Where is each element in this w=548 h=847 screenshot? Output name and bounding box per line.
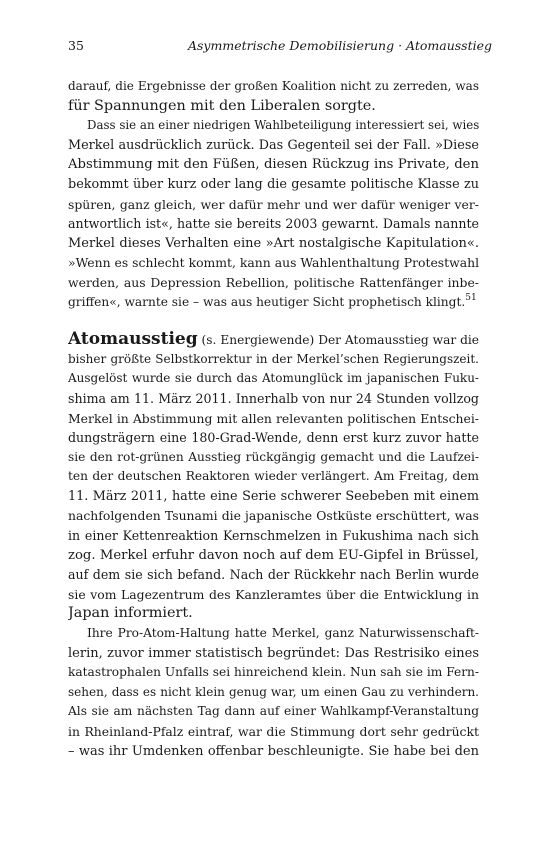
text-line: zog. Merkel erfuhr davon noch auf dem EU-Gipfel in Brüssel, (68, 547, 479, 563)
text-line: werden, aus Depression Rebellion, politische Rattenfänger inbe- (68, 274, 479, 290)
entry-atomausstieg (68, 330, 479, 624)
text-line: Japan informiert. (68, 605, 193, 622)
text-line: – was ihr Umdenken offenbar beschleunigte. Sie habe bei den (68, 743, 479, 759)
text-line: Abstimmung mit den Füßen, diesen Rückzug ins Private, den (68, 157, 479, 173)
footnote-reference[interactable]: 51 (465, 292, 477, 303)
text-line: Dass sie an einer niedrigen Wahlbeteiligung interessiert sei, wies (87, 118, 479, 133)
page-header (68, 38, 492, 58)
text-line: antwortlich ist«, hatte sie bereits 2003 gewarnt. Damals nannte (68, 216, 479, 232)
text-line: bisher größte Selbstkorrektur in der Merkel’schen Regierungszeit. (68, 351, 479, 366)
paragraph-4 (68, 624, 479, 761)
text-line: sie vom Lagezentrum des Kanzleramtes über die Entwicklung in (68, 586, 479, 602)
text-line: ten der deutschen Reaktoren wieder verlängert. Am Freitag, dem (68, 469, 479, 484)
text-line: nachfolgenden Tsunami die japanische Ostküste erschüttert, was (68, 508, 479, 524)
text-line: sehen, dass es nicht klein genug war, um einen Gau zu verhindern. (68, 684, 479, 699)
text-line (68, 330, 479, 350)
text-line-content: (s. Energiewende) Der Atomausstieg war die (197, 333, 479, 348)
paragraph-1 (68, 77, 479, 116)
text-line: 11. März 2011, hatte eine Serie schwerer Seebeben mit einem (68, 488, 479, 504)
text-line: für Spannungen mit den Liberalen sorgte. (68, 97, 376, 114)
text-line: spüren, ganz gleich, wer dafür mehr und wer dafür weniger ver- (68, 196, 479, 212)
text-line: Merkel ausdrücklich zurück. Das Gegenteil sei der Fall. »Diese (68, 137, 479, 153)
entry-lemma: Atomausstieg (68, 330, 198, 350)
page-number: 35 (68, 38, 84, 53)
paragraph-2 (68, 116, 479, 312)
text-line: shima am 11. März 2011. Innerhalb von nur 24 Stunden vollzog (68, 390, 479, 406)
text-line: lerin, zuvor immer statistisch begründet: Das Restrisiko eines (68, 645, 479, 661)
text-line (68, 293, 479, 313)
section-gap (68, 312, 479, 330)
text-line: Merkel in Abstimmung mit allen relevanten politischen Entschei- (68, 410, 479, 426)
running-head: Asymmetrische Demobilisierung · Atomausstieg (187, 38, 492, 53)
text-line: katastrophalen Unfalls sei hinreichend klein. Nun sah sie im Fern- (68, 665, 479, 680)
text-line-content: griffen«, warnte sie – was aus heutiger Sicht prophetisch klingt. (68, 294, 466, 309)
text-line: sie den rot-grünen Ausstieg rückgängig gemacht und die Laufzei- (68, 449, 479, 464)
text-line: dungsträgern eine 180-Grad-Wende, denn erst kurz zuvor hatte (68, 430, 479, 446)
body-text (68, 77, 479, 761)
text-line: Als sie am nächsten Tag dann auf einer Wahlkampf-Veranstaltung (68, 704, 479, 719)
text-line: auf dem sie sich befand. Nach der Rückkehr nach Berlin wurde (68, 567, 479, 583)
text-line: Ihre Pro-Atom-Haltung hatte Merkel, ganz Naturwissenschaft- (87, 626, 479, 641)
text-line: Ausgelöst wurde sie durch das Atomunglück im japanischen Fuku- (68, 371, 479, 386)
text-line: »Wenn es schlecht kommt, kann aus Wahlenthaltung Protestwahl (68, 255, 479, 271)
text-line: darauf, die Ergebnisse der großen Koalition nicht zu zerreden, was (68, 79, 479, 93)
text-line: bekommt über kurz oder lang die gesamte politische Klasse zu (68, 176, 479, 192)
text-line: in einer Kettenreaktion Kernschmelzen in Fukushima nach sich (68, 528, 479, 544)
text-line: in Rheinland-Pfalz eintraf, war die Stimmung dort sehr gedrückt (68, 724, 479, 739)
text-line: Merkel dieses Verhalten eine »Art nostalgische Kapitulation«. (68, 235, 479, 251)
